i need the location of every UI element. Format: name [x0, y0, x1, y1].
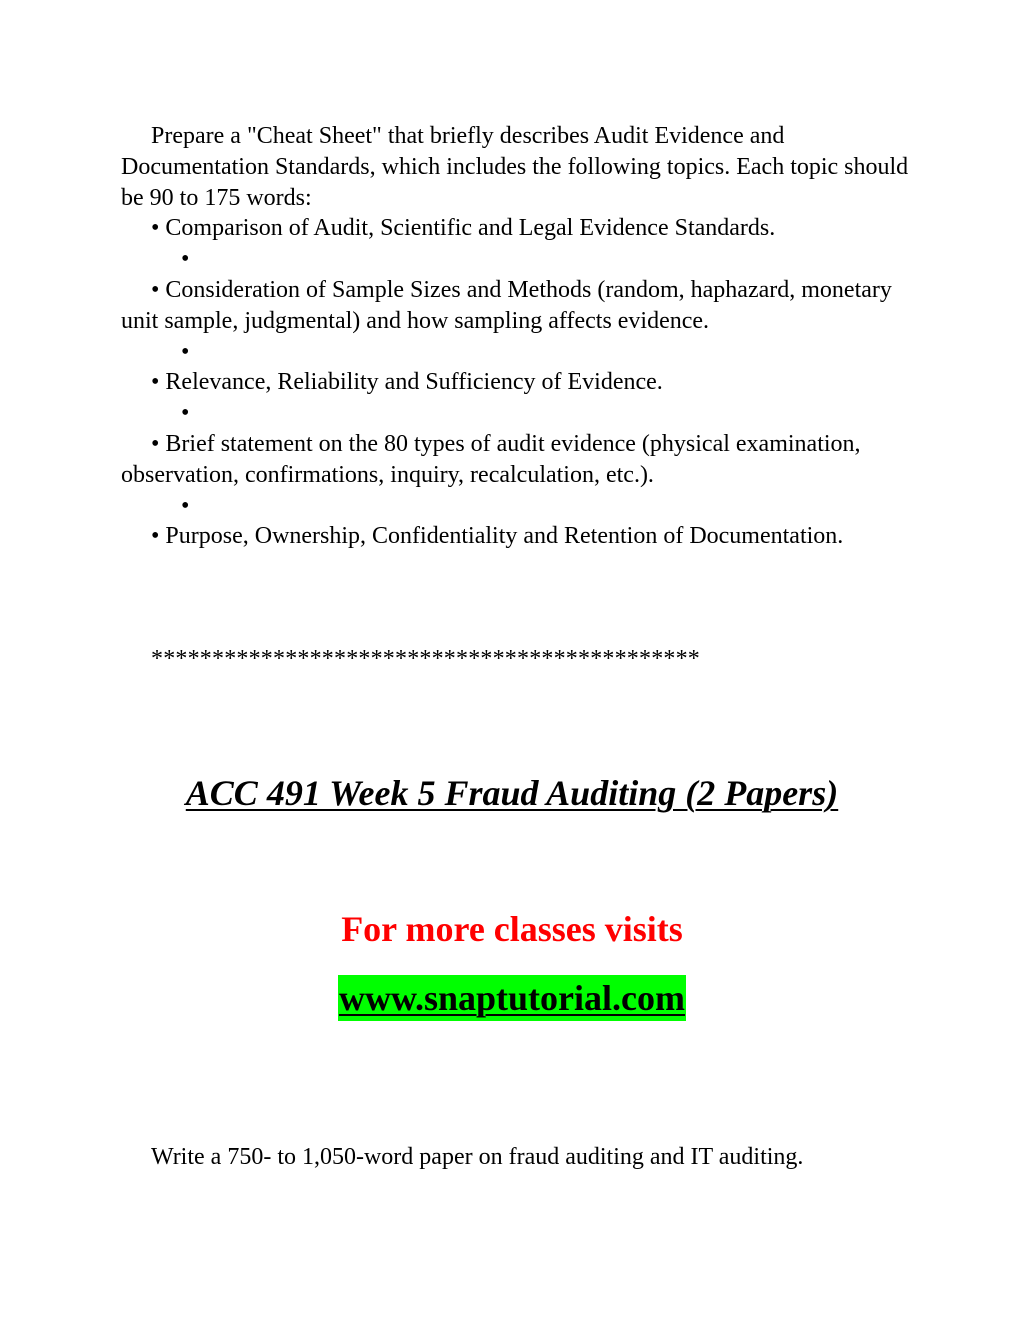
topic-item: • Consideration of Sample Sizes and Methods (random, haphazard, monetary unit sample, judgmental) and how sampling affects evidence.	[121, 276, 892, 334]
assignment-instructions	[121, 121, 911, 552]
empty-bullet: •	[181, 338, 190, 365]
assignment-description: Write a 750- to 1,050-word paper on fraud auditing and IT auditing.	[151, 1144, 804, 1170]
empty-bullet: •	[181, 400, 190, 427]
topic-item: • Brief statement on the 80 types of audit evidence (physical examination, observation, confirmations, inquiry, recalculation, etc.).	[121, 430, 861, 488]
intro-paragraph: Prepare a "Cheat Sheet" that briefly describes Audit Evidence and Documentation Standards, which includes the following topics. Each topic should be 90 to 175 words:	[121, 123, 909, 211]
empty-bullet: •	[181, 492, 190, 519]
empty-bullet: •	[181, 246, 190, 273]
course-title: ACC 491 Week 5 Fraud Auditing (2 Papers)	[185, 773, 839, 813]
promo-text: For more classes visits	[341, 909, 683, 949]
topic-item: • Comparison of Audit, Scientific and Legal Evidence Standards.	[151, 215, 776, 242]
website-link[interactable]: www.snaptutorial.com	[338, 975, 686, 1021]
topic-list	[121, 213, 911, 552]
separator-line: *********************************************	[151, 646, 700, 672]
website-link-wrapper	[0, 975, 1024, 1021]
topic-item: • Relevance, Reliability and Sufficiency of Evidence.	[151, 369, 663, 396]
topic-item: • Purpose, Ownership, Confidentiality and Retention of Documentation.	[151, 523, 844, 550]
